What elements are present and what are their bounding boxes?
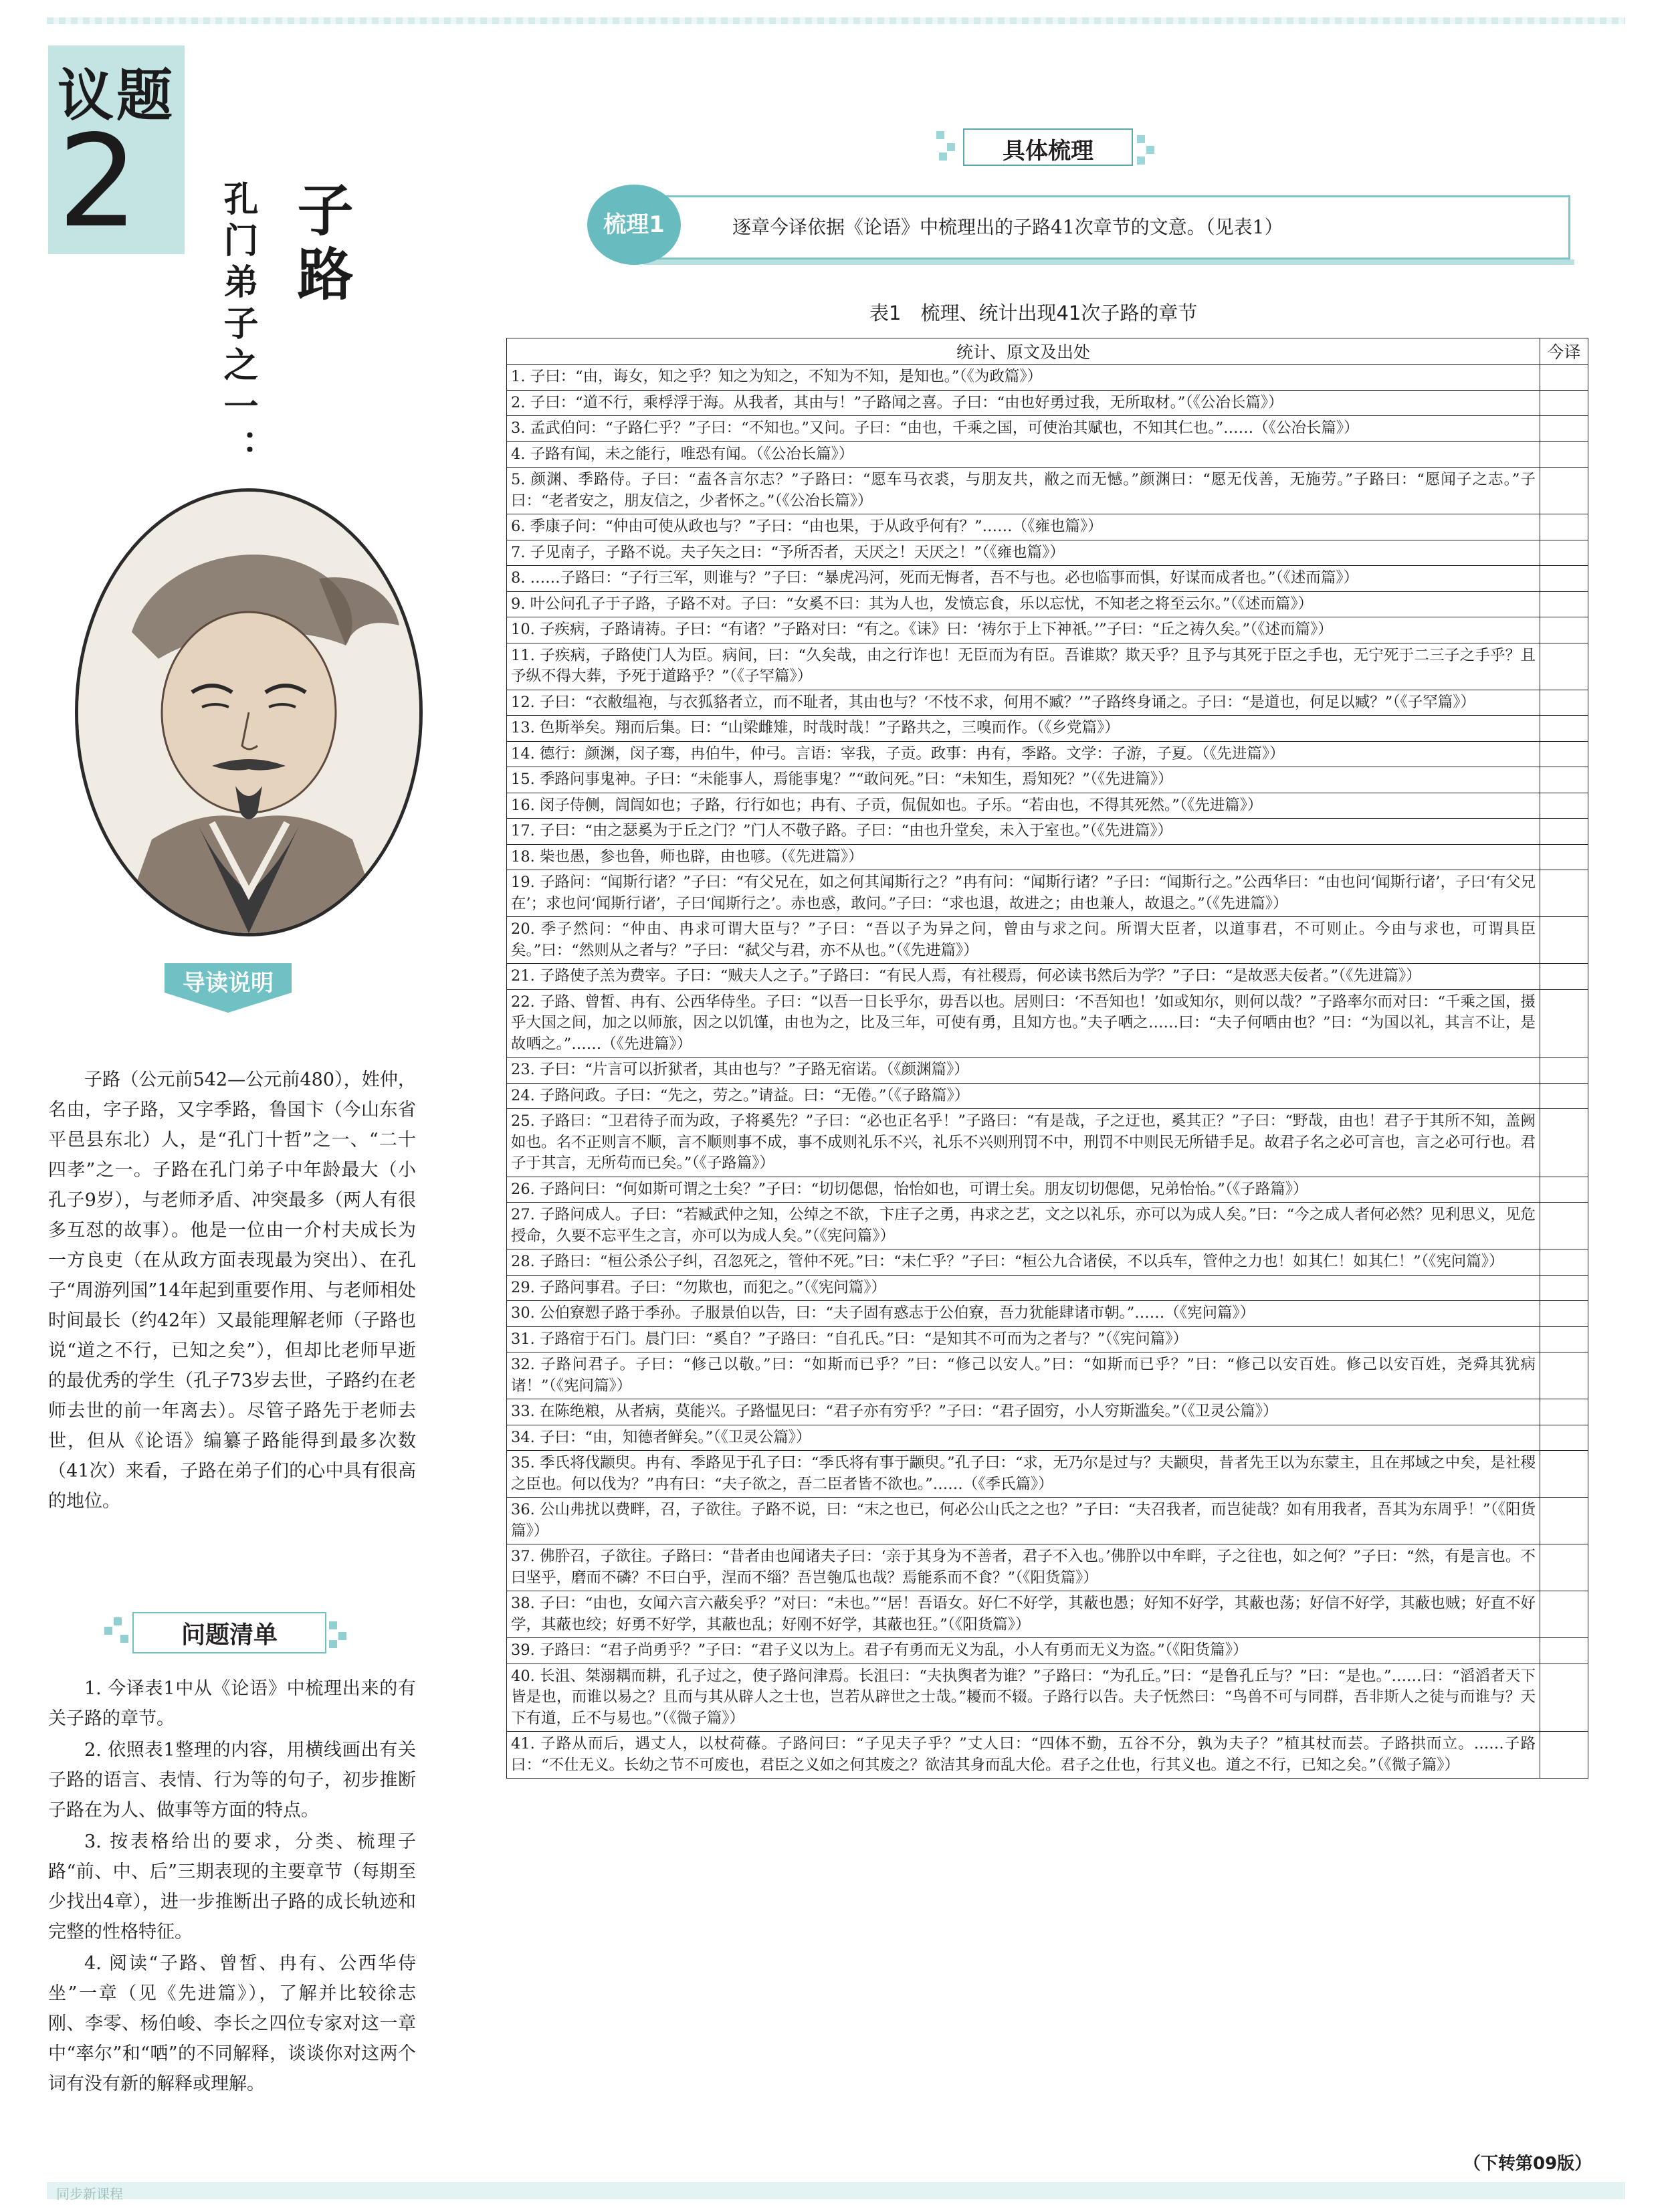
- table-row: [507, 1732, 1588, 1779]
- chapter-text-cell: 7. 子见南子，子路不说。夫子矢之曰：“予所否者，天厌之！天厌之！”（《雍也篇》）: [507, 540, 1540, 566]
- chapter-text-cell: 2. 子曰：“道不行，乘桴浮于海。从我者，其由与！”子路闻之喜。子曰：“由也好勇过我，无所取材。”（《公冶长篇》）: [507, 390, 1540, 416]
- table-row: [507, 1326, 1588, 1352]
- table-row: [507, 1399, 1588, 1425]
- chapter-text-cell: 20. 季子然问：“仲由、冉求可谓大臣与？”子曰：“吾以子为异之问，曾由与求之问。所谓大臣者，以道事君，不可则止。今由与求也，可谓具臣矣。”曰：“然则从之者与？”子曰：“弑父与君，亦不从也。”（《先进篇》）: [507, 917, 1540, 964]
- chapter-text-cell: 34. 子曰：“由，知德者鲜矣。”（《卫灵公篇》）: [507, 1425, 1540, 1451]
- table-body: [507, 365, 1588, 1779]
- table-row: [507, 1638, 1588, 1664]
- table-row: [507, 1591, 1588, 1638]
- table-row: [507, 1058, 1588, 1084]
- question-item: 3. 按表格给出的要求，分类、梳理子路“前、中、后”三期表现的主要章节（每期至少找出4章），进一步推断出子路的成长轨迹和完整的性格特征。: [48, 1831, 416, 1942]
- pixel-deco: [1146, 146, 1154, 154]
- pixel-deco: [120, 1635, 128, 1643]
- table-row: [507, 1664, 1588, 1732]
- translation-cell[interactable]: [1540, 989, 1588, 1058]
- table-row: [507, 844, 1588, 870]
- translation-cell[interactable]: [1540, 540, 1588, 566]
- table-row: [507, 1249, 1588, 1276]
- table-header-row: [507, 338, 1588, 365]
- table-row: [507, 617, 1588, 643]
- translation-cell[interactable]: [1540, 1399, 1588, 1425]
- table-row: [507, 741, 1588, 767]
- guide-text: [48, 1065, 416, 1516]
- table-row: [507, 1083, 1588, 1109]
- table-row: [507, 964, 1588, 990]
- translation-cell[interactable]: [1540, 566, 1588, 592]
- zilu-portrait: [75, 488, 423, 936]
- outline-text: 逐章今译依据《论语》中梳理出的子路41次章节的文意。（见表1）: [732, 216, 1283, 238]
- chapter-text-cell: 31. 子路宿于石门。晨门曰：“奚自？”子路曰：“自孔氏。”曰：“是知其不可而为之者与？”（《宪问篇》）: [507, 1326, 1540, 1352]
- question-item: 1. 今译表1中从《论语》中梳理出来的有关子路的章节。: [48, 1678, 416, 1729]
- pixel-deco: [104, 1627, 112, 1635]
- chapter-text-cell: 19. 子路问：“闻斯行诸？”子曰：“有父兄在，如之何其闻斯行之？”冉有问：“闻斯行诸？”子曰：“闻斯行之。”公西华曰：“由也问‘闻斯行诸’，子曰‘有父兄在’；求也问‘闻斯行诸’，子曰‘闻斯行之’。赤也惑，敢问。”子曰：“求也退，故进之；由也兼人，故退之。”（《先进篇》）: [507, 870, 1540, 917]
- translation-cell[interactable]: [1540, 365, 1588, 391]
- chapter-text-cell: 41. 子路从而后，遇丈人，以杖荷蓧。子路问曰：“子见夫子乎？”丈人曰：“四体不勤，五谷不分，孰为夫子？”植其杖而芸。子路拱而立。……子路曰：“不仕无义。长幼之节不可废也，君臣之义如之何其废之？欲洁其身而乱大伦。君子之仕也，行其义也。道之不行，已知之矣。”（《微子篇》）: [507, 1732, 1540, 1779]
- translation-cell[interactable]: [1540, 390, 1588, 416]
- table-row: [507, 365, 1588, 391]
- pixel-deco: [947, 143, 955, 151]
- topic-label: 议题: [57, 63, 175, 128]
- translation-cell[interactable]: [1540, 1326, 1588, 1352]
- translation-cell[interactable]: [1540, 1544, 1588, 1591]
- pixel-deco: [1137, 157, 1145, 165]
- chapter-text-cell: 14. 德行：颜渊，闵子骞，冉伯牛，仲弓。言语：宰我，子贡。政事：冉有，季路。文学：子游，子夏。（《先进篇》）: [507, 741, 1540, 767]
- pixel-deco: [114, 1617, 122, 1625]
- chapter-text-cell: 21. 子路使子羔为费宰。子曰：“贼夫人之子。”子路曰：“有民人焉，有社稷焉，何必读书然后为学？”子曰：“是故恶夫佞者。”（《先进篇》）: [507, 964, 1540, 990]
- translation-cell[interactable]: [1540, 1203, 1588, 1249]
- page-title: 子路: [288, 181, 354, 309]
- translation-cell[interactable]: [1540, 1638, 1588, 1664]
- chapter-text-cell: 32. 子路问君子。子曰：“修己以敬。”曰：“如斯而已乎？”曰：“修己以安人。”曰：“如斯而已乎？”曰：“修己以安百姓。修己以安百姓，尧舜其犹病诸！”（《宪问篇》）: [507, 1352, 1540, 1399]
- table-row: [507, 390, 1588, 416]
- chapter-text-cell: 27. 子路问成人。子曰：“若臧武仲之知，公绰之不欲，卞庄子之勇，冉求之艺，文之以礼乐，亦可以为成人矣。”曰：“今之成人者何必然？见利思义，见危授命，久要不忘平生之言，亦可以为成人矣。”（《宪问篇》）: [507, 1203, 1540, 1249]
- chapter-text-cell: 35. 季氏将伐颛臾。冉有、季路见于孔子曰：“季氏将有事于颛臾。”孔子曰：“求，无乃尔是过与？夫颛臾，昔者先王以为东蒙主，且在邦域之中矣，是社稷之臣也。何以伐为？”冉有曰：“夫子欲之，吾二臣者皆不欲也。”……（《季氏篇》）: [507, 1451, 1540, 1498]
- bottom-strip-text: 同步新课程: [56, 2186, 123, 2202]
- question-item: 4. 阅读“子路、曾皙、冉有、公西华侍坐”一章（见《先进篇》），了解并比较徐志刚、李零、杨伯峻、李长之四位专家对这一章中“率尔”和“哂”的不同解释，谈谈你对这两个词有没有新的解释或理解。: [48, 1953, 416, 2094]
- translation-cell[interactable]: [1540, 617, 1588, 643]
- page-subtitle: 孔门弟子之一：: [217, 181, 258, 471]
- table-row: [507, 870, 1588, 917]
- chapter-text-cell: 40. 长沮、桀溺耦而耕，孔子过之，使子路问津焉。长沮曰：“夫执舆者为谁？”子路曰：“为孔丘。”曰：“是鲁孔丘与？”曰：“是也。”……曰：“滔滔者天下皆是也，而谁以易之？且而与其从辟人之士也，岂若从辟世之士哉。”耰而不辍。子路行以告。夫子怃然曰：“鸟兽不可与同群，吾非斯人之徒与而谁与？天下有道，丘不与易也。”（《微子篇》）: [507, 1664, 1540, 1732]
- translation-cell[interactable]: [1540, 416, 1588, 442]
- chapter-text-cell: 29. 子路问事君。子曰：“勿欺也，而犯之。”（《宪问篇》）: [507, 1275, 1540, 1301]
- translation-cell[interactable]: [1540, 1275, 1588, 1301]
- translation-cell[interactable]: [1540, 1083, 1588, 1109]
- pixel-deco: [338, 1632, 346, 1640]
- table-row: [507, 819, 1588, 845]
- table-row: [507, 716, 1588, 742]
- table-row: [507, 1203, 1588, 1249]
- table-row: [507, 643, 1588, 690]
- question-list: [48, 1674, 416, 2100]
- chapter-text-cell: 22. 子路、曾皙、冉有、公西华侍坐。子曰：“以吾一日长乎尔，毋吾以也。居则曰：‘不吾知也！’如或知尔，则何以哉？”子路率尔而对曰：“千乘之国，摄乎大国之间，加之以师旅，因之以饥馑，由也为之，比及三年，可使有勇，且知方也。”夫子哂之……曰：“夫子何哂由也？”曰：“为国以礼，其言不让，是故哂之。”……（《先进篇》）: [507, 989, 1540, 1058]
- guide-badge-label: 导读说明: [183, 970, 274, 997]
- guide-paragraph: 子路（公元前542—公元前480），姓仲，名由，字子路，又字季路，鲁国卞（今山东省平邑县东北）人，是“孔门十哲”之一、“二十四孝”之一。子路在孔门弟子中年龄最大（小孔子9岁），与老师矛盾、冲突最多（两人有很多互怼的故事）。他是一位由一介村夫成长为一方良吏（在从政方面表现最为突出）、在孔子“周游列国”14年起到重要作用、与老师相处时间最长（约42年）又最能理解老师（子路也说“道之不行，已知之矣”），但却比老师早逝的最优秀的学生（孔子73岁去世，子路约在老师去世的前一年离去）。尽管子路先于老师去世，但从《论语》编纂子路能得到最多次数（41次）来看，子路在弟子们的心中具有很高的地位。: [48, 1070, 416, 1512]
- translation-cell[interactable]: [1540, 1664, 1588, 1732]
- pixel-deco: [329, 1621, 337, 1629]
- translation-cell[interactable]: [1540, 514, 1588, 540]
- table-row: [507, 1109, 1588, 1177]
- translation-cell[interactable]: [1540, 819, 1588, 845]
- translation-cell[interactable]: [1540, 870, 1588, 917]
- chapter-text-cell: 23. 子曰：“片言可以折狱者，其由也与？”子路无宿诺。（《颜渊篇》）: [507, 1058, 1540, 1084]
- table-row: [507, 1498, 1588, 1544]
- translation-cell[interactable]: [1540, 793, 1588, 819]
- table-row: [507, 441, 1588, 468]
- questions-badge: [104, 1612, 352, 1653]
- chapter-text-cell: 36. 公山弗扰以费畔，召，子欲往。子路不说，曰：“末之也已，何必公山氏之之也？”子曰：“夫召我者，而岂徒哉？如有用我者，吾其为东周乎！”（《阳货篇》）: [507, 1498, 1540, 1544]
- table-row: [507, 917, 1588, 964]
- chapter-text-cell: 37. 佛肸召，子欲往。子路曰：“昔者由也闻诸夫子曰：‘亲于其身为不善者，君子不入也。’佛肸以中牟畔，子之往也，如之何？”子曰：“然，有是言也。不曰坚乎，磨而不磷？不曰白乎，涅而不缁？吾岂匏瓜也哉？焉能系而不食？”（《阳货篇》）: [507, 1544, 1540, 1591]
- translation-cell[interactable]: [1540, 1249, 1588, 1276]
- table-row: [507, 514, 1588, 540]
- translation-cell[interactable]: [1540, 643, 1588, 690]
- chapter-text-cell: 9. 叶公问孔子于子路，子路不对。子曰：“女奚不曰：其为人也，发愤忘食，乐以忘忧，不知老之将至云尔。”（《述而篇》）: [507, 591, 1540, 617]
- chapter-text-cell: 10. 子疾病，子路请祷。子曰：“有诸？”子路对曰：“有之。《诔》曰：‘祷尔于上下神祇。’”子曰：“丘之祷久矣。”（《述而篇》）: [507, 617, 1540, 643]
- outline-label: 梳理1: [587, 185, 681, 265]
- table-row: [507, 416, 1588, 442]
- topic-box: [48, 45, 185, 254]
- table-row: [507, 1301, 1588, 1327]
- chapter-text-cell: 6. 季康子问：“仲由可使从政也与？”子曰：“由也果，于从政乎何有？”……（《雍也篇》）: [507, 514, 1540, 540]
- translation-cell[interactable]: [1540, 1058, 1588, 1084]
- chapter-text-cell: 12. 子曰：“衣敝缊袍，与衣狐貉者立，而不耻者，其由也与？‘不忮不求，何用不臧？’”子路终身诵之。子曰：“是道也，何足以臧？”（《子罕篇》）: [507, 690, 1540, 716]
- table-row: [507, 1425, 1588, 1451]
- pixel-deco: [936, 131, 944, 139]
- chapter-text-cell: 30. 公伯寮愬子路于季孙。子服景伯以告，曰：“夫子固有惑志于公伯寮，吾力犹能肆诸市朝。”……（《宪问篇》）: [507, 1301, 1540, 1327]
- translation-cell[interactable]: [1540, 1352, 1588, 1399]
- translation-cell[interactable]: [1540, 767, 1588, 793]
- table-row: [507, 1177, 1588, 1203]
- chapter-text-cell: 33. 在陈绝粮，从者病，莫能兴。子路愠见曰：“君子亦有穷乎？”子曰：“君子固穷，小人穷斯滥矣。”（《卫灵公篇》）: [507, 1399, 1540, 1425]
- portrait-illustration: [78, 492, 419, 933]
- chapter-text-cell: 38. 子曰：“由也，女闻六言六蔽矣乎？”对曰：“未也。”“居！吾语女。好仁不好学，其蔽也愚；好知不好学，其蔽也荡；好信不好学，其蔽也贼；好直不好学，其蔽也绞；好勇不好学，其蔽也乱；好刚不好学，其蔽也狂。”（《阳货篇》）: [507, 1591, 1540, 1638]
- zilu-chapters-table: [506, 338, 1588, 1779]
- table-row: [507, 793, 1588, 819]
- chapter-text-cell: 5. 颜渊、季路侍。子曰：“盍各言尔志？”子路曰：“愿车马衣裘，与朋友共，敝之而无憾。”颜渊曰：“愿无伐善，无施劳。”子路曰：“愿闻子之志。”子曰：“老者安之，朋友信之，少者怀之。”（《公冶长篇》）: [507, 468, 1540, 514]
- chapter-text-cell: 25. 子路曰：“卫君待子而为政，子将奚先？”子曰：“必也正名乎！”子路曰：“有是哉，子之迂也，奚其正？”子曰：“野哉，由也！君子于其所不知，盖阙如也。名不正则言不顺，言不顺则事不成，事不成则礼乐不兴，礼乐不兴则刑罚不中，刑罚不中则民无所错手足。故君子名之必可言也，言之必可行也。君子于其言，无所苟而已矣。”（《子路篇》）: [507, 1109, 1540, 1177]
- pixel-deco: [939, 153, 947, 161]
- chapter-text-cell: 39. 子路曰：“君子尚勇乎？”子曰：“君子义以为上。君子有勇而无义为乱，小人有勇而无义为盗。”（《阳货篇》）: [507, 1638, 1540, 1664]
- questions-badge-label: 问题清单: [181, 1621, 278, 1649]
- chapter-text-cell: 26. 子路问曰：“何如斯可谓之士矣？”子曰：“切切偲偲，怡怡如也，可谓士矣。朋友切切偲偲，兄弟怡怡。”（《子路篇》）: [507, 1177, 1540, 1203]
- translation-cell[interactable]: [1540, 1425, 1588, 1451]
- table-row: [507, 1451, 1588, 1498]
- column-header-translation: 今译: [1540, 338, 1588, 365]
- chapter-text-cell: 15. 季路问事鬼神。子曰：“未能事人，焉能事鬼？”“敢问死。”曰：“未知生，焉知死？”（《先进篇》）: [507, 767, 1540, 793]
- translation-cell[interactable]: [1540, 690, 1588, 716]
- translation-cell[interactable]: [1540, 591, 1588, 617]
- section-badge-label: 具体梳理: [1003, 138, 1093, 165]
- translation-cell[interactable]: [1540, 964, 1588, 990]
- pixel-deco: [329, 1640, 337, 1648]
- top-decorative-line: [47, 17, 1625, 24]
- bottom-decorative-strip: [47, 2182, 1625, 2202]
- continued-note: （下转第09版）: [1463, 2154, 1592, 2174]
- translation-cell[interactable]: [1540, 1591, 1588, 1638]
- table-row: [507, 690, 1588, 716]
- translation-cell[interactable]: [1540, 1109, 1588, 1177]
- chapter-text-cell: 24. 子路问政。子曰：“先之，劳之。”请益。曰：“无倦。”（《子路篇》）: [507, 1083, 1540, 1109]
- table-row: [507, 1544, 1588, 1591]
- translation-cell[interactable]: [1540, 917, 1588, 964]
- pixel-deco: [1137, 135, 1145, 143]
- question-item: 2. 依照表1整理的内容，用横线画出有关子路的语言、表情、行为等的句子，初步推断子路在为人、做事等方面的特点。: [48, 1740, 416, 1821]
- table-row: [507, 989, 1588, 1058]
- table-row: [507, 767, 1588, 793]
- chapter-text-cell: 17. 子曰：“由之瑟奚为于丘之门？”门人不敬子路。子曰：“由也升堂矣，未入于室也。”（《先进篇》）: [507, 819, 1540, 845]
- translation-cell[interactable]: [1540, 1177, 1588, 1203]
- translation-cell[interactable]: [1540, 1498, 1588, 1544]
- chapter-text-cell: 16. 闵子侍侧，訚訚如也；子路，行行如也；冉有、子贡，侃侃如也。子乐。“若由也，不得其死然。”（《先进篇》）: [507, 793, 1540, 819]
- table-row: [507, 1275, 1588, 1301]
- table-row: [507, 591, 1588, 617]
- table-row: [507, 468, 1588, 514]
- chapter-text-cell: 28. 子路曰：“桓公杀公子纠，召忽死之，管仲不死。”曰：“未仁乎？”子曰：“桓公九合诸侯，不以兵车，管仲之力也！如其仁！如其仁！”（《宪问篇》）: [507, 1249, 1540, 1276]
- translation-cell[interactable]: [1540, 741, 1588, 767]
- column-header-main: 统计、原文及出处: [507, 338, 1540, 365]
- table-row: [507, 1352, 1588, 1399]
- chapter-text-cell: 1. 子曰：“由，诲女，知之乎？知之为知之，不知为不知，是知也。”（《为政篇》）: [507, 365, 1540, 391]
- topic-number: 2: [58, 108, 138, 256]
- chapter-text-cell: 4. 子路有闻，未之能行，唯恐有闻。（《公冶长篇》）: [507, 441, 1540, 468]
- translation-cell[interactable]: [1540, 1301, 1588, 1327]
- table-row: [507, 540, 1588, 566]
- translation-cell[interactable]: [1540, 441, 1588, 468]
- translation-cell[interactable]: [1540, 844, 1588, 870]
- chapter-text-cell: 3. 孟武伯问：“子路仁乎？”子曰：“不知也。”又问。子曰：“由也，千乘之国，可使治其赋也，不知其仁也。”……（《公冶长篇》）: [507, 416, 1540, 442]
- outline-shadow: [643, 260, 1574, 265]
- chapter-text-cell: 18. 柴也愚，参也鲁，师也辟，由也喭。（《先进篇》）: [507, 844, 1540, 870]
- translation-cell[interactable]: [1540, 1732, 1588, 1779]
- table-row: [507, 566, 1588, 592]
- translation-cell[interactable]: [1540, 468, 1588, 514]
- guide-badge: [165, 963, 292, 1015]
- chapter-text-cell: 11. 子疾病，子路使门人为臣。病间，曰：“久矣哉，由之行诈也！无臣而为有臣。吾谁欺？欺天乎？且予与其死于臣之手也，无宁死于二三子之手乎？且予纵不得大葬，予死于道路乎？”（《子罕篇》）: [507, 643, 1540, 690]
- chapter-text-cell: 8. ……子路曰：“子行三军，则谁与？”子曰：“暴虎冯河，死而无悔者，吾不与也。必也临事而惧，好谋而成者也。”（《述而篇》）: [507, 566, 1540, 592]
- chapter-text-cell: 13. 色斯举矣。翔而后集。曰：“山梁雌雉，时哉时哉！”子路共之，三嗅而作。（《乡党篇》）: [507, 716, 1540, 742]
- table-title: 表1 梳理、统计出现41次子路的章节: [869, 302, 1198, 324]
- section-badge: [936, 126, 1164, 173]
- translation-cell[interactable]: [1540, 716, 1588, 742]
- translation-cell[interactable]: [1540, 1451, 1588, 1498]
